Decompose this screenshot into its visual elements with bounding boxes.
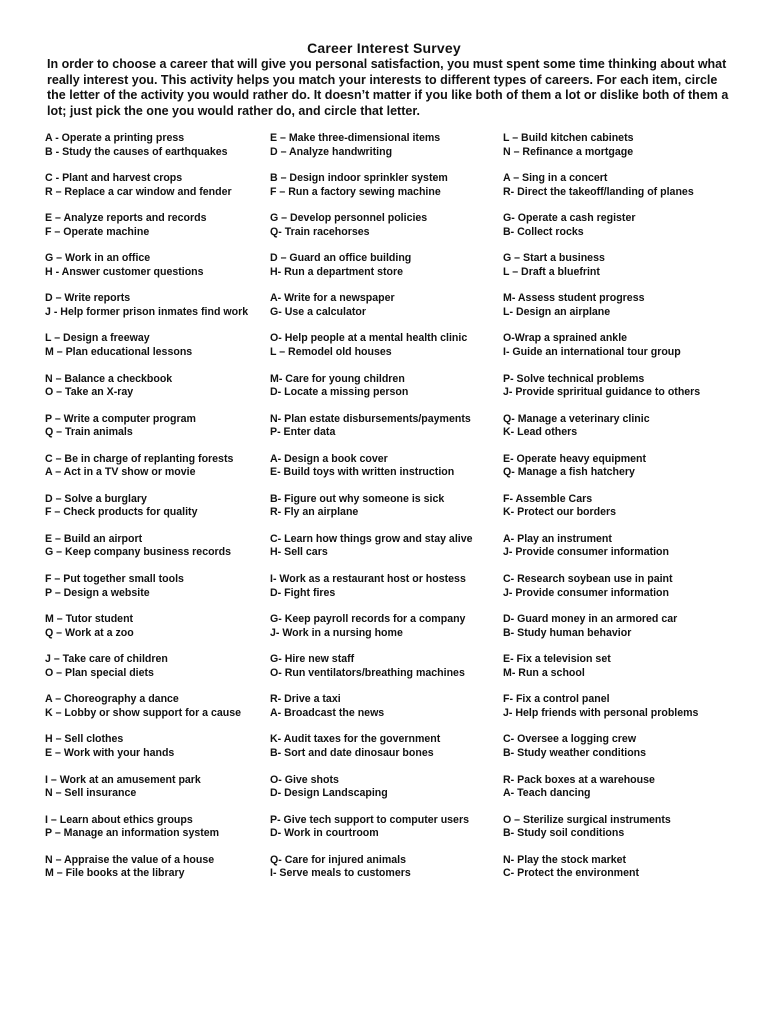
choice-pair bbox=[45, 332, 192, 359]
choice-pair bbox=[503, 733, 646, 760]
choice-pair bbox=[503, 814, 671, 841]
choice-pair bbox=[503, 653, 611, 680]
choice-item[interactable]: E – Analyze reports and records bbox=[45, 212, 207, 225]
choice-item[interactable]: D – Analyze handwriting bbox=[270, 145, 393, 158]
intro-paragraph: In order to choose a career that will give you personal satisfaction, you must spent some time thinking about what really interest you. This activity helps you match your interests to different types of careers. For each item, circle the letter of the activity you would rather do. It doesn’t matter if you like both of them a lot or dislike both of them a lot; just pick the one you would rather do, and circle that letter. bbox=[47, 57, 729, 118]
survey-row bbox=[0, 533, 768, 573]
page-title: Career Interest Survey bbox=[307, 40, 461, 56]
choice-item[interactable]: E – Work with your hands bbox=[45, 746, 175, 759]
choice-item[interactable]: E- Fix a television set bbox=[503, 653, 611, 666]
choice-item[interactable]: E – Build an airport bbox=[45, 532, 143, 545]
choice-item[interactable]: B – Design indoor sprinkler system bbox=[270, 172, 448, 185]
choice-item[interactable]: A- Teach dancing bbox=[503, 787, 591, 799]
choice-pair bbox=[270, 212, 427, 239]
choice-item[interactable]: F – Operate machine bbox=[45, 225, 150, 238]
choice-item[interactable]: G – Develop personnel policies bbox=[270, 212, 428, 225]
choice-item[interactable]: J- Provide spriritual guidance to others bbox=[503, 386, 701, 399]
choice-item[interactable]: K – Lobby or show support for a cause bbox=[45, 706, 242, 719]
choice-item[interactable]: K- Audit taxes for the government bbox=[270, 733, 441, 746]
choice-pair bbox=[45, 252, 204, 279]
choice-item[interactable]: H - Answer customer questions bbox=[45, 265, 204, 278]
choice-item[interactable]: A - Operate a printing press bbox=[45, 132, 185, 144]
choice-item[interactable]: O – Take an X-ray bbox=[45, 386, 134, 399]
choice-item[interactable]: D – Write reports bbox=[45, 292, 131, 305]
choice-item[interactable]: J- Help friends with personal problems bbox=[503, 706, 699, 719]
choice-item[interactable]: O- Run ventilators/breathing machines bbox=[270, 666, 465, 679]
choice-pair bbox=[45, 533, 231, 560]
choice-item[interactable]: G- Use a calculator bbox=[270, 305, 366, 318]
choice-pair bbox=[270, 453, 454, 480]
choice-item[interactable]: H- Run a department store bbox=[270, 265, 404, 278]
choice-pair bbox=[503, 413, 650, 440]
choice-item[interactable]: R- Drive a taxi bbox=[270, 693, 341, 706]
choice-item[interactable]: B- Study soil conditions bbox=[503, 827, 625, 840]
choice-pair bbox=[270, 132, 440, 159]
choice-item[interactable]: J - Help former prison inmates find work bbox=[45, 305, 249, 318]
choice-item[interactable]: B - Study the causes of earthquakes bbox=[45, 145, 228, 158]
survey-row bbox=[0, 332, 768, 372]
choice-pair bbox=[270, 172, 448, 199]
choice-item[interactable]: B- Sort and date dinosaur bones bbox=[270, 746, 434, 759]
choice-pair bbox=[270, 653, 465, 680]
choice-item[interactable]: A- Write for a newspaper bbox=[270, 292, 395, 305]
choice-item[interactable]: I – Learn about ethics groups bbox=[45, 813, 193, 826]
choice-item[interactable]: A – Act in a TV show or movie bbox=[45, 466, 196, 479]
survey-row bbox=[0, 252, 768, 292]
survey-row bbox=[0, 854, 768, 894]
choice-pair bbox=[270, 493, 444, 520]
choice-pair bbox=[45, 733, 174, 760]
choice-item[interactable]: I- Serve meals to customers bbox=[270, 867, 411, 880]
choice-item[interactable]: J- Provide consumer information bbox=[503, 546, 669, 559]
choice-item[interactable]: D- Locate a missing person bbox=[270, 386, 409, 399]
choice-item[interactable]: M – Plan educational lessons bbox=[45, 345, 193, 358]
choice-pair bbox=[270, 413, 471, 440]
choice-pair bbox=[270, 292, 395, 319]
choice-item[interactable]: G- Hire new staff bbox=[270, 653, 355, 666]
survey-row bbox=[0, 814, 768, 854]
choice-item[interactable]: A – Sing in a concert bbox=[503, 172, 608, 185]
choice-item[interactable]: L – Draft a bluefrint bbox=[503, 265, 600, 278]
choice-item[interactable]: L- Design an airplane bbox=[503, 305, 611, 318]
choice-pair bbox=[270, 613, 465, 640]
choice-item[interactable]: P- Solve technical problems bbox=[503, 372, 645, 385]
choice-item[interactable]: N- Plan estate disbursements/payments bbox=[270, 412, 471, 425]
survey-row bbox=[0, 132, 768, 172]
choice-item[interactable]: G- Keep payroll records for a company bbox=[270, 613, 466, 626]
choice-item[interactable]: F – Run a factory sewing machine bbox=[270, 185, 441, 198]
choice-pair bbox=[45, 132, 228, 159]
survey-row bbox=[0, 733, 768, 773]
choice-pair bbox=[45, 653, 168, 680]
choice-item[interactable]: G – Keep company business records bbox=[45, 546, 232, 559]
survey-items bbox=[0, 132, 768, 894]
choice-item[interactable]: G- Operate a cash register bbox=[503, 212, 636, 225]
choice-pair bbox=[503, 132, 634, 159]
survey-row bbox=[0, 453, 768, 493]
choice-item[interactable]: R- Fly an airplane bbox=[270, 506, 359, 519]
choice-pair bbox=[45, 814, 219, 841]
choice-item[interactable]: P- Give tech support to computer users bbox=[270, 813, 469, 826]
choice-item[interactable]: C- Protect the environment bbox=[503, 867, 639, 880]
choice-item[interactable]: O – Plan special diets bbox=[45, 666, 154, 679]
choice-item[interactable]: R- Direct the takeoff/landing of planes bbox=[503, 185, 694, 198]
choice-pair bbox=[270, 693, 384, 720]
choice-item[interactable]: I- Guide an international tour group bbox=[503, 345, 681, 358]
choice-item[interactable]: R- Pack boxes at a warehouse bbox=[503, 773, 655, 786]
choice-item[interactable]: J- Work in a nursing home bbox=[270, 626, 403, 639]
choice-item[interactable]: G – Start a business bbox=[503, 252, 605, 265]
choice-pair bbox=[270, 252, 411, 279]
choice-item[interactable]: J- Provide consumer information bbox=[503, 586, 669, 599]
survey-row bbox=[0, 493, 768, 533]
choice-item[interactable]: D- Design Landscaping bbox=[270, 787, 388, 799]
choice-item[interactable]: D- Fight fires bbox=[270, 586, 336, 599]
choice-pair bbox=[45, 613, 134, 640]
choice-pair bbox=[270, 332, 467, 359]
choice-item[interactable]: P – Design a website bbox=[45, 586, 150, 599]
choice-item[interactable]: D – Guard an office building bbox=[270, 252, 412, 265]
choice-item[interactable]: B- Study weather conditions bbox=[503, 746, 647, 759]
choice-pair bbox=[503, 252, 605, 279]
choice-pair bbox=[45, 413, 196, 440]
choice-item[interactable]: N – Sell insurance bbox=[45, 787, 137, 799]
choice-item[interactable]: C- Learn how things grow and stay alive bbox=[270, 532, 473, 545]
choice-item[interactable]: P – Write a computer program bbox=[45, 412, 196, 425]
choice-item[interactable]: O-Wrap a sprained ankle bbox=[503, 332, 628, 345]
choice-pair bbox=[270, 774, 388, 801]
choice-item[interactable]: D- Guard money in an armored car bbox=[503, 613, 678, 626]
survey-row bbox=[0, 613, 768, 653]
survey-row bbox=[0, 212, 768, 252]
choice-item[interactable]: E – Make three-dimensional items bbox=[270, 132, 441, 144]
choice-item[interactable]: R – Replace a car window and fender bbox=[45, 185, 232, 198]
choice-item[interactable]: L – Build kitchen cabinets bbox=[503, 132, 634, 144]
choice-item[interactable]: N – Balance a checkbook bbox=[45, 372, 173, 385]
choice-item[interactable]: F – Check products for quality bbox=[45, 506, 198, 519]
choice-item[interactable]: D – Solve a burglary bbox=[45, 492, 147, 505]
choice-item[interactable]: B- Study human behavior bbox=[503, 626, 632, 639]
choice-pair bbox=[45, 453, 233, 480]
choice-item[interactable]: C - Plant and harvest crops bbox=[45, 172, 183, 185]
choice-item[interactable]: M- Care for young children bbox=[270, 372, 405, 385]
choice-pair bbox=[270, 373, 408, 400]
survey-row bbox=[0, 653, 768, 693]
choice-item[interactable]: P – Manage an information system bbox=[45, 827, 220, 840]
choice-pair bbox=[45, 292, 248, 319]
survey-row bbox=[0, 292, 768, 332]
survey-row bbox=[0, 693, 768, 733]
choice-item[interactable]: Q- Manage a veterinary clinic bbox=[503, 412, 650, 425]
choice-item[interactable]: C- Research soybean use in paint bbox=[503, 573, 673, 586]
choice-item[interactable]: A- Play an instrument bbox=[503, 532, 612, 545]
choice-pair bbox=[503, 573, 673, 600]
choice-pair bbox=[45, 854, 214, 881]
choice-item[interactable]: Q- Train racehorses bbox=[270, 225, 370, 238]
choice-item[interactable]: F- Fix a control panel bbox=[503, 693, 610, 706]
choice-item[interactable]: G – Work in an office bbox=[45, 252, 151, 265]
choice-pair bbox=[503, 774, 655, 801]
choice-item[interactable]: N – Appraise the value of a house bbox=[45, 853, 215, 866]
choice-pair bbox=[503, 854, 639, 881]
choice-pair bbox=[45, 493, 197, 520]
survey-row bbox=[0, 373, 768, 413]
choice-pair bbox=[270, 854, 411, 881]
choice-item[interactable]: H- Sell cars bbox=[270, 546, 328, 559]
choice-item[interactable]: Q – Work at a zoo bbox=[45, 626, 134, 639]
choice-item[interactable]: F – Put together small tools bbox=[45, 573, 184, 586]
choice-pair bbox=[503, 373, 700, 400]
choice-pair bbox=[503, 453, 646, 480]
choice-item[interactable]: O – Sterilize surgical instruments bbox=[503, 813, 671, 826]
choice-item[interactable]: A- Design a book cover bbox=[270, 452, 388, 465]
choice-item[interactable]: K- Protect our borders bbox=[503, 506, 617, 519]
choice-item[interactable]: E- Operate heavy equipment bbox=[503, 452, 647, 465]
choice-item[interactable]: F- Assemble Cars bbox=[503, 492, 593, 505]
choice-pair bbox=[503, 172, 694, 199]
choice-item[interactable]: E- Build toys with written instruction bbox=[270, 466, 455, 479]
choice-pair bbox=[503, 533, 669, 560]
choice-item[interactable]: C- Oversee a logging crew bbox=[503, 733, 637, 746]
choice-item[interactable]: A- Broadcast the news bbox=[270, 706, 385, 719]
survey-row bbox=[0, 774, 768, 814]
choice-item[interactable]: M- Run a school bbox=[503, 666, 585, 679]
choice-pair bbox=[503, 292, 644, 319]
survey-row bbox=[0, 172, 768, 212]
choice-pair bbox=[503, 332, 681, 359]
choice-pair bbox=[45, 373, 172, 400]
choice-pair bbox=[503, 212, 635, 239]
choice-item[interactable]: P- Enter data bbox=[270, 426, 336, 439]
choice-pair bbox=[503, 613, 677, 640]
choice-item[interactable]: B- Figure out why someone is sick bbox=[270, 492, 445, 505]
choice-pair bbox=[45, 693, 241, 720]
choice-item[interactable]: Q – Train animals bbox=[45, 426, 133, 439]
choice-pair bbox=[270, 814, 469, 841]
choice-pair bbox=[45, 774, 201, 801]
choice-pair bbox=[503, 493, 616, 520]
choice-item[interactable]: I – Work at an amusement park bbox=[45, 773, 201, 786]
choice-pair bbox=[45, 172, 232, 199]
choice-item[interactable]: A – Choreography a dance bbox=[45, 693, 179, 706]
choice-item[interactable]: L – Design a freeway bbox=[45, 332, 150, 345]
choice-item[interactable]: M- Assess student progress bbox=[503, 292, 645, 305]
choice-pair bbox=[270, 733, 440, 760]
choice-item[interactable]: I- Work as a restaurant host or hostess bbox=[270, 573, 466, 586]
choice-item[interactable]: J – Take care of children bbox=[45, 653, 168, 666]
choice-pair bbox=[45, 573, 184, 600]
choice-item[interactable]: Q- Care for injured animals bbox=[270, 853, 406, 866]
choice-item[interactable]: D- Work in courtroom bbox=[270, 827, 379, 840]
choice-item[interactable]: M – File books at the library bbox=[45, 867, 185, 880]
choice-pair bbox=[503, 693, 698, 720]
choice-item[interactable]: M – Tutor student bbox=[45, 613, 134, 626]
choice-item[interactable]: N- Play the stock market bbox=[503, 853, 627, 866]
choice-pair bbox=[270, 533, 473, 560]
choice-item[interactable]: O- Help people at a mental health clinic bbox=[270, 332, 468, 345]
choice-item[interactable]: B- Collect rocks bbox=[503, 225, 584, 238]
choice-item[interactable]: N – Refinance a mortgage bbox=[503, 145, 634, 158]
choice-item[interactable]: H – Sell clothes bbox=[45, 733, 124, 746]
survey-row bbox=[0, 573, 768, 613]
choice-item[interactable]: Q- Manage a fish hatchery bbox=[503, 466, 635, 479]
choice-item[interactable]: O- Give shots bbox=[270, 773, 339, 786]
choice-item[interactable]: K- Lead others bbox=[503, 426, 578, 439]
choice-item[interactable]: L – Remodel old houses bbox=[270, 345, 392, 358]
choice-pair bbox=[270, 573, 466, 600]
choice-pair bbox=[45, 212, 207, 239]
survey-row bbox=[0, 413, 768, 453]
choice-item[interactable]: C – Be in charge of replanting forests bbox=[45, 452, 234, 465]
